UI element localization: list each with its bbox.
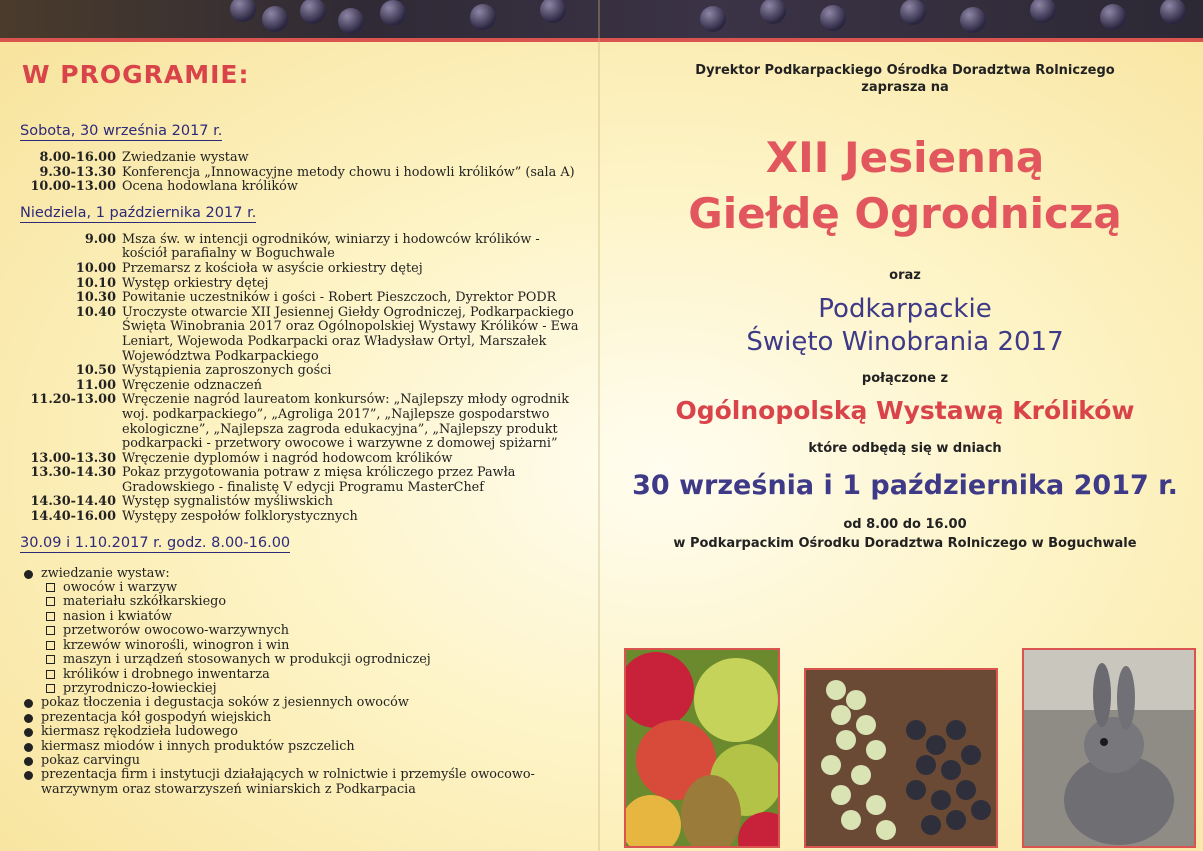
schedule-desc: Zwiedzanie wystaw — [122, 150, 249, 165]
schedule-time: 14.30-14.40 — [30, 494, 116, 510]
bullet-icon — [24, 757, 33, 766]
fruit-photo — [624, 648, 780, 848]
schedule-time: 10.10 — [75, 275, 116, 291]
schedule-sunday — [16, 233, 586, 525]
list-item — [22, 595, 586, 609]
schedule-time: 10.50 — [75, 363, 116, 379]
schedule-desc: Konferencja „Innowacyjne metody chowu i hodowli królików” (sala A) — [122, 164, 575, 180]
grape-icon — [900, 0, 926, 25]
schedule-desc: Występ sygnalistów myśliwskich — [122, 494, 334, 510]
grape-icon — [960, 7, 986, 33]
organizer-line: Dyrektor Podkarpackiego Ośrodka Doradztwa Rolniczego — [695, 63, 1115, 78]
exhibit-item: przetworów owocowo-warzywnych — [63, 623, 289, 639]
schedule-time: 9.30-13.30 — [39, 164, 116, 180]
festival-title-line2: Święto Winobrania 2017 — [746, 327, 1064, 357]
bullet-icon — [24, 728, 33, 737]
event-title-line2: Giełdę Ogrodniczą — [688, 189, 1122, 238]
grape-icon — [262, 6, 288, 32]
schedule-time: 11.00 — [75, 377, 116, 393]
grape-icon — [540, 0, 566, 23]
grape-icon — [820, 5, 846, 31]
rabbit-photo — [1022, 648, 1196, 848]
schedule-time: 14.40-16.00 — [30, 509, 116, 525]
checkbox-icon — [46, 583, 55, 592]
attraction-item: pokaz carvingu — [41, 752, 141, 768]
schedule-row — [16, 151, 586, 166]
list-item — [22, 768, 586, 797]
event-hours: od 8.00 do 16.00 — [843, 517, 967, 532]
event-place: w Podkarpackim Ośrodku Doradztwa Rolniczego w Boguchwale — [673, 536, 1137, 551]
schedule-row — [16, 233, 586, 262]
schedule-row — [16, 306, 586, 364]
exhibit-item: przyrodniczo-łowieckiej — [63, 680, 217, 696]
day-saturday-heading: Sobota, 30 września 2017 r. — [20, 123, 223, 139]
schedule-row — [16, 180, 586, 195]
checkbox-icon — [46, 641, 55, 650]
schedule-row — [16, 393, 586, 451]
schedule-time: 13.00-13.30 — [30, 450, 116, 466]
list-item — [22, 725, 586, 739]
exhibit-item: krzewów winorośli, winogron i win — [63, 637, 290, 653]
grape-icon — [300, 0, 326, 24]
checkbox-icon — [46, 670, 55, 679]
both-days-heading: 30.09 i 1.10.2017 r. godz. 8.00-16.00 — [20, 534, 291, 551]
exhibit-item: materiału szkółkarskiego — [63, 594, 227, 610]
schedule-row — [16, 277, 586, 292]
grapes-banner — [0, 0, 1203, 38]
schedule-time: 10.00-13.00 — [30, 179, 116, 195]
schedule-time: 8.00-16.00 — [39, 150, 116, 165]
schedule-row — [16, 452, 586, 467]
schedule-row — [16, 166, 586, 181]
list-item — [22, 653, 586, 667]
list-item — [22, 754, 586, 768]
festival-title-line1: Podkarpackie — [818, 294, 992, 324]
schedule-row — [16, 510, 586, 525]
schedule-time: 13.30-14.30 — [30, 465, 116, 481]
program-column — [16, 60, 586, 797]
event-dates: 30 września i 1 października 2017 r. — [632, 470, 1178, 501]
schedule-row — [16, 262, 586, 277]
program-title: W PROGRAMIE: — [22, 60, 250, 89]
list-item — [22, 682, 586, 696]
checkbox-icon — [46, 597, 55, 606]
banner-divider — [0, 38, 1203, 42]
schedule-desc: Przemarsz z kościoła w asyście orkiestry dętej — [122, 260, 423, 276]
exhibit-item: królików i drobnego inwentarza — [63, 666, 270, 682]
schedule-desc: Ocena hodowlana królików — [122, 179, 298, 195]
list-item — [22, 610, 586, 624]
attraction-item: kiermasz miodów i innych produktów pszczelich — [41, 738, 355, 754]
list-item — [22, 696, 586, 710]
list-item — [22, 567, 586, 581]
schedule-row — [16, 364, 586, 379]
exhibit-item: nasion i kwiatów — [63, 608, 172, 624]
exhibition-title: Ogólnopolską Wystawą Królików — [675, 396, 1135, 425]
attraction-item: prezentacja kół gospodyń wiejskich — [41, 709, 272, 725]
schedule-row — [16, 495, 586, 510]
schedule-time: 11.20-13.00 — [30, 392, 116, 408]
grape-icon — [338, 8, 364, 34]
grape-icon — [470, 4, 496, 30]
dates-intro: które odbędą się w dniach — [808, 441, 1002, 456]
schedule-desc: Uroczyste otwarcie XII Jesiennej Giełdy Ogrodniczej, Podkarpackiego Święta Winobrania 2017 oraz Ogólnopolskiej Wystawy Królików - Ewa Leniart, Wojewoda Podkarpacki oraz Władysław Ortyl, Marszałek Województwa Podkarpackiego — [122, 304, 579, 364]
exhibit-heading: zwiedzanie wystaw: — [41, 565, 170, 581]
exhibit-item: maszyn i urządzeń stosowanych w produkcji ogrodniczej — [63, 652, 431, 668]
schedule-time: 10.40 — [75, 304, 116, 320]
checkbox-icon — [46, 684, 55, 693]
schedule-saturday — [16, 151, 586, 195]
list-item — [22, 711, 586, 725]
event-title-line1: XII Jesienną — [765, 133, 1045, 182]
schedule-time: 10.00 — [75, 260, 116, 276]
list-item — [22, 581, 586, 595]
attraction-item: prezentacja firm i instytucji działających w rolnictwie i przemyśle owocowo-warzywnym oraz stowarzyszeń winiarskich z Podkarpacia — [41, 767, 535, 797]
grape-icon — [1030, 0, 1056, 23]
grape-icon — [380, 0, 406, 26]
schedule-desc: Msza św. w intencji ogrodników, winiarzy i hodowców królików - kościół parafialny w Boguchwale — [122, 231, 540, 262]
bullet-icon — [24, 771, 33, 780]
schedule-time: 10.30 — [75, 290, 116, 306]
grape-icon — [760, 0, 786, 24]
exhibit-item: owoców i warzyw — [63, 580, 178, 596]
bullet-icon — [24, 714, 33, 723]
list-item — [22, 740, 586, 754]
schedule-row — [16, 379, 586, 394]
list-item — [22, 639, 586, 653]
checkbox-icon — [46, 655, 55, 664]
schedule-desc: Występ orkiestry dętej — [122, 275, 269, 291]
grape-icon — [1100, 4, 1126, 30]
oraz-text: oraz — [889, 268, 921, 283]
invitation-column — [610, 62, 1200, 551]
bullet-icon — [24, 570, 33, 579]
fold-line — [598, 0, 600, 851]
checkbox-icon — [46, 612, 55, 621]
polaczone-text: połączone z — [861, 371, 949, 386]
checkbox-icon — [46, 626, 55, 635]
schedule-desc: Powitanie uczestników i gości - Robert Pieszczoch, Dyrektor PODR — [122, 290, 557, 306]
schedule-desc: Pokaz przygotowania potraw z mięsa króliczego przez Pawła Gradowskiego - finalistę V edycji Programu MasterChef — [122, 465, 516, 495]
schedule-desc: Wręczenie nagród laureatom konkursów: „Najlepszy młody ogrodnik woj. podkarpackiego”, „Agroliga 2017”, „Najlepsze gospodarstwo ekologiczne”, „Najlepsza zagroda edukacyjna”, „Najlepszy produkt podkarpacki - przetwory owocowe i warzywne z domowej spiżarni” — [122, 392, 569, 452]
schedule-desc: Wręczenie dyplomów i nagród hodowcom królików — [122, 450, 453, 466]
schedule-time: 9.00 — [84, 231, 116, 247]
schedule-desc: Wystąpienia zaproszonych gości — [122, 363, 332, 379]
day-sunday-heading: Niedziela, 1 października 2017 r. — [20, 204, 257, 221]
attraction-item: kiermasz rękodzieła ludowego — [41, 724, 238, 740]
grape-icon — [1160, 0, 1186, 24]
attraction-item: pokaz tłoczenia i degustacja soków z jesiennych owoców — [41, 695, 409, 711]
invite-line: zaprasza na — [861, 80, 949, 95]
schedule-desc: Występy zespołów folklorystycznych — [122, 509, 358, 525]
schedule-row — [16, 291, 586, 306]
grape-icon — [230, 0, 256, 22]
list-item — [22, 668, 586, 682]
attractions-list — [22, 567, 586, 798]
bullet-icon — [24, 699, 33, 708]
schedule-desc: Wręczenie odznaczeń — [122, 377, 262, 393]
list-item — [22, 624, 586, 638]
grape-icon — [700, 6, 726, 32]
schedule-row — [16, 466, 586, 495]
bullet-icon — [24, 743, 33, 752]
grapes-photo — [804, 668, 998, 848]
